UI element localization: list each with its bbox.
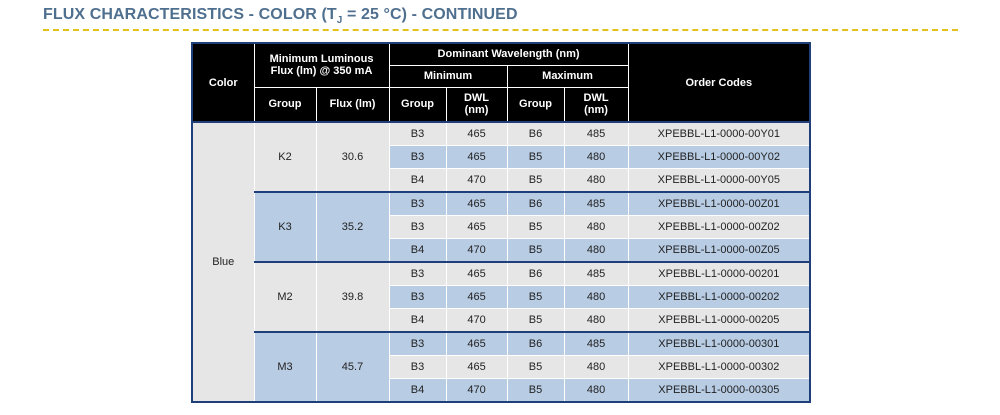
min-dwl-cell: 465 [446,356,507,379]
min-group-cell: B4 [389,169,446,193]
color-cell: Blue [192,122,254,402]
table-row [192,332,810,356]
title-subscript: J [336,15,343,27]
min-group-cell: B4 [389,379,446,403]
order-code-cell: XPEBBL-L1-0000-00301 [628,332,810,356]
page-title [43,6,518,26]
min-dwl-cell: 465 [446,286,507,309]
max-dwl-cell: 480 [564,286,628,309]
flux-group-cell: M2 [254,262,316,332]
table-body [192,122,810,402]
header-max-dwl [564,87,628,122]
header-min-dwl [446,87,507,122]
header-maximum: Maximum [507,65,628,87]
max-dwl-cell: 480 [564,146,628,169]
table-row [192,192,810,216]
min-dwl-cell: 465 [446,122,507,146]
flux-value-cell: 39.8 [316,262,389,332]
min-dwl-cell: 470 [446,169,507,193]
min-dwl-cell: 470 [446,309,507,333]
min-group-cell: B4 [389,239,446,263]
order-code-cell: XPEBBL-L1-0000-00201 [628,262,810,286]
header-min-flux-line1: Minimum Luminous [269,53,374,66]
max-dwl-cell: 485 [564,332,628,356]
flux-value-cell: 30.6 [316,122,389,192]
header-max-dwl-line2: (nm) [584,104,608,117]
order-code-cell: XPEBBL-L1-0000-00Z01 [628,192,810,216]
flux-table [191,42,811,403]
min-group-cell: B4 [389,309,446,333]
max-group-cell: B5 [507,169,564,193]
max-group-cell: B6 [507,262,564,286]
min-group-cell: B3 [389,286,446,309]
header-flux: Flux (lm) [316,87,389,122]
max-group-cell: B6 [507,122,564,146]
max-dwl-cell: 485 [564,192,628,216]
title-divider [43,29,958,31]
max-dwl-cell: 480 [564,356,628,379]
header-flux-group: Group [254,87,316,122]
order-code-cell: XPEBBL-L1-0000-00Z05 [628,239,810,263]
order-code-cell: XPEBBL-L1-0000-00Y02 [628,146,810,169]
max-group-cell: B5 [507,356,564,379]
order-code-cell: XPEBBL-L1-0000-00Y01 [628,122,810,146]
min-dwl-cell: 465 [446,262,507,286]
header-min-group: Group [389,87,446,122]
min-dwl-cell: 470 [446,239,507,263]
min-group-cell: B3 [389,122,446,146]
table-row [192,122,810,146]
min-dwl-cell: 465 [446,192,507,216]
min-dwl-cell: 465 [446,216,507,239]
max-dwl-cell: 485 [564,262,628,286]
max-dwl-cell: 480 [564,216,628,239]
max-dwl-cell: 480 [564,169,628,193]
header-max-group: Group [507,87,564,122]
min-dwl-cell: 465 [446,146,507,169]
min-group-cell: B3 [389,262,446,286]
flux-group-cell: K3 [254,192,316,262]
max-group-cell: B5 [507,379,564,403]
min-group-cell: B3 [389,216,446,239]
header-min-flux [254,43,389,87]
order-code-cell: XPEBBL-L1-0000-00305 [628,379,810,403]
header-minimum: Minimum [389,65,507,87]
max-dwl-cell: 480 [564,379,628,403]
max-dwl-cell: 480 [564,309,628,333]
max-group-cell: B6 [507,192,564,216]
header-color: Color [192,43,254,122]
max-group-cell: B5 [507,239,564,263]
min-group-cell: B3 [389,192,446,216]
flux-value-cell: 45.7 [316,332,389,402]
flux-group-cell: M3 [254,332,316,402]
table-row [192,262,810,286]
max-dwl-cell: 485 [564,122,628,146]
min-group-cell: B3 [389,146,446,169]
max-group-cell: B5 [507,309,564,333]
max-dwl-cell: 480 [564,239,628,263]
header-max-dwl-line1: DWL [583,92,609,105]
order-code-cell: XPEBBL-L1-0000-00302 [628,356,810,379]
title-prefix: FLUX CHARACTERISTICS - COLOR (T [43,6,337,23]
order-code-cell: XPEBBL-L1-0000-00Z02 [628,216,810,239]
order-code-cell: XPEBBL-L1-0000-00202 [628,286,810,309]
min-dwl-cell: 465 [446,332,507,356]
min-dwl-cell: 470 [446,379,507,403]
header-dominant-wavelength: Dominant Wavelength (nm) [389,43,628,65]
flux-value-cell: 35.2 [316,192,389,262]
header-min-dwl-line1: DWL [463,92,490,105]
max-group-cell: B6 [507,332,564,356]
flux-group-cell: K2 [254,122,316,192]
min-group-cell: B3 [389,356,446,379]
title-suffix: = 25 °C) - CONTINUED [342,6,518,23]
order-code-cell: XPEBBL-L1-0000-00Y05 [628,169,810,193]
header-min-flux-line2: Flux (lm) @ 350 mA [270,65,373,78]
max-group-cell: B5 [507,286,564,309]
max-group-cell: B5 [507,216,564,239]
header-min-dwl-line2: (nm) [464,104,489,117]
max-group-cell: B5 [507,146,564,169]
header-order-codes: Order Codes [628,43,810,122]
min-group-cell: B3 [389,332,446,356]
order-code-cell: XPEBBL-L1-0000-00205 [628,309,810,333]
